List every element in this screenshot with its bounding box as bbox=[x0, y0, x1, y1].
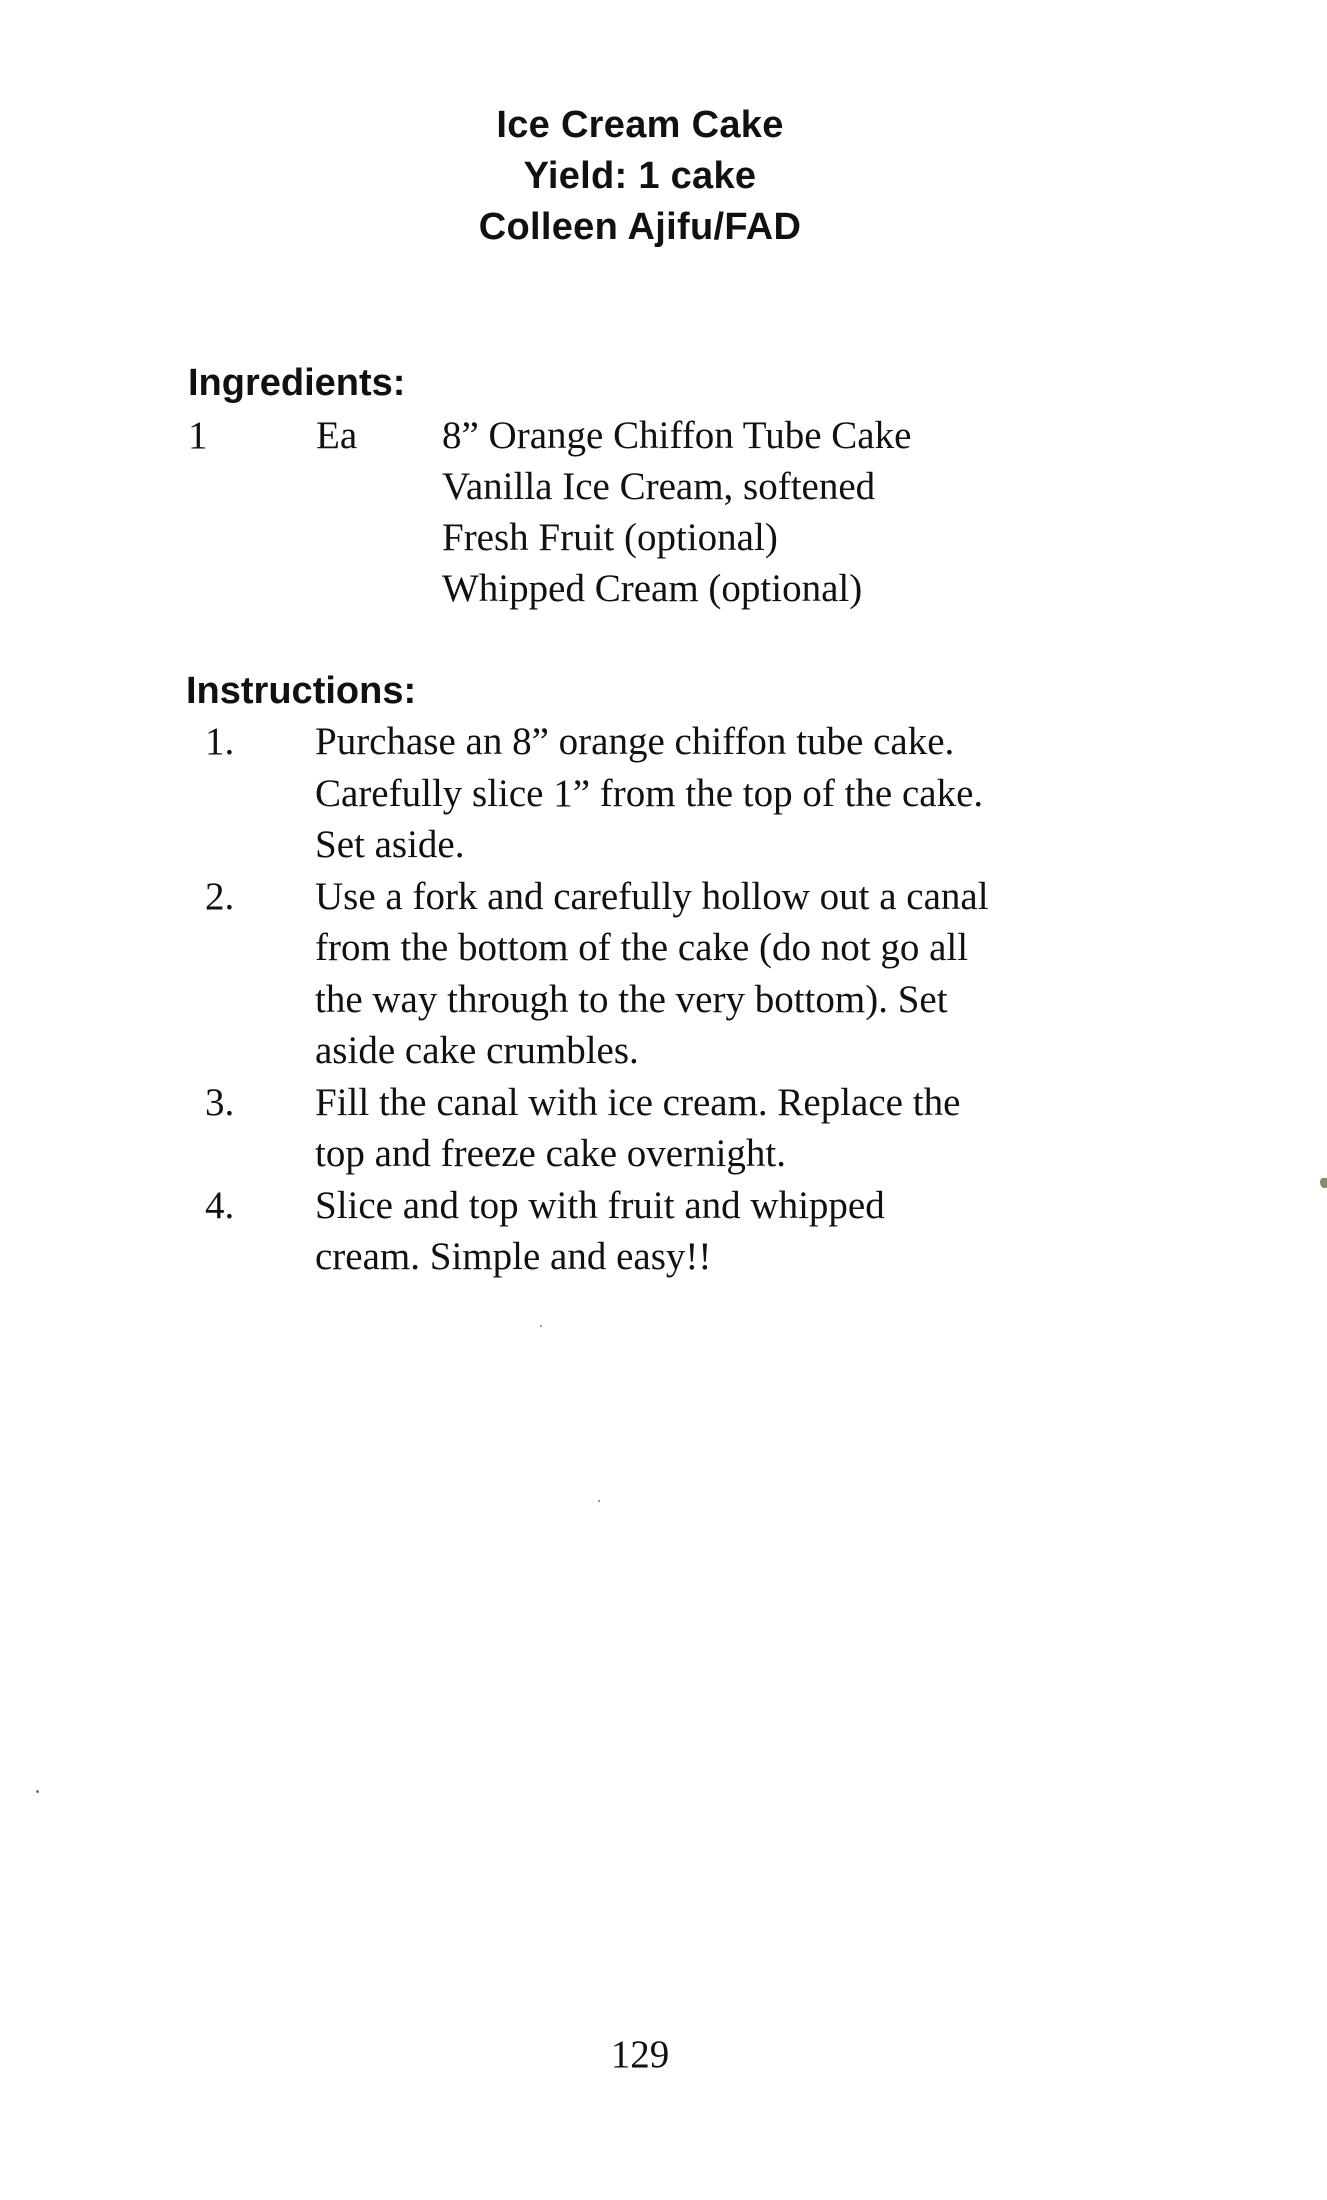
instruction-step bbox=[205, 1077, 1115, 1180]
step-line: Purchase an 8” orange chiffon tube cake. bbox=[315, 720, 955, 763]
recipe-yield: Yield: 1 cake bbox=[523, 155, 757, 197]
ingredient-name: 8” Orange Chiffon Tube Cake bbox=[442, 414, 912, 457]
instruction-step bbox=[205, 871, 1115, 1077]
recipe-header bbox=[0, 100, 1280, 253]
recipe-title: Ice Cream Cake bbox=[496, 104, 784, 146]
instructions-heading: Instructions: bbox=[186, 670, 417, 712]
ingredients-heading: Ingredients: bbox=[188, 362, 406, 404]
instructions-list bbox=[205, 716, 1115, 1283]
step-line: aside cake crumbles. bbox=[315, 1029, 639, 1072]
ingredient-quantity: 1 bbox=[188, 414, 208, 457]
scan-edge-mark bbox=[1320, 1178, 1327, 1188]
step-text bbox=[315, 871, 1115, 1077]
step-text bbox=[315, 716, 1115, 871]
step-number: 2. bbox=[205, 874, 235, 918]
recipe-author: Colleen Ajifu/FAD bbox=[478, 206, 802, 248]
step-line: top and freeze cake overnight. bbox=[315, 1132, 787, 1175]
step-number: 4. bbox=[205, 1183, 235, 1227]
ingredient-name: Vanilla Ice Cream, softened bbox=[442, 465, 876, 508]
ingredient-name: Whipped Cream (optional) bbox=[442, 567, 863, 610]
step-line: cream. Simple and easy!! bbox=[315, 1235, 712, 1278]
step-number: 1. bbox=[205, 720, 235, 763]
scan-speck bbox=[36, 1790, 39, 1793]
scan-speck bbox=[540, 1325, 542, 1327]
step-line: the way through to the very bottom). Set bbox=[315, 977, 948, 1021]
page-number: 129 bbox=[610, 2033, 670, 2076]
step-line: Use a fork and carefully hollow out a canal bbox=[315, 874, 989, 918]
step-text bbox=[315, 1077, 1115, 1180]
step-number: 3. bbox=[205, 1080, 235, 1124]
instruction-step bbox=[205, 716, 1115, 871]
step-line: Slice and top with fruit and whipped bbox=[315, 1183, 885, 1227]
step-line: Fill the canal with ice cream. Replace the bbox=[315, 1080, 961, 1124]
ingredient-name: Fresh Fruit (optional) bbox=[442, 516, 778, 559]
step-line: Set aside. bbox=[315, 823, 465, 866]
step-line: Carefully slice 1” from the top of the cake. bbox=[315, 771, 984, 815]
scan-speck bbox=[598, 1500, 600, 1502]
step-line: from the bottom of the cake (do not go all bbox=[315, 926, 969, 969]
step-text bbox=[315, 1180, 1115, 1283]
instruction-step bbox=[205, 1180, 1115, 1283]
ingredient-unit: Ea bbox=[316, 414, 358, 457]
